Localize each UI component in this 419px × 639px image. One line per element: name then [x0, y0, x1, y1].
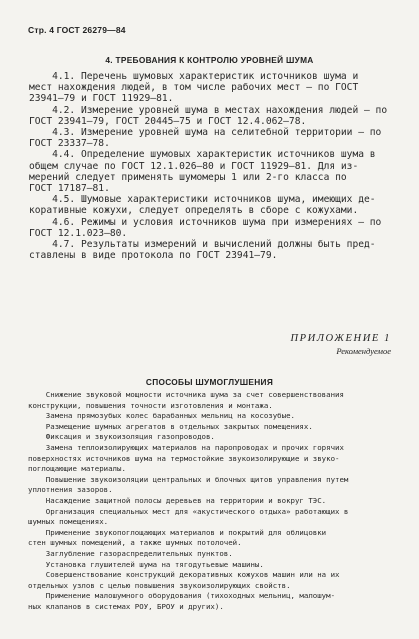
text-line: Размещение шумных агрегатов в отдельных закрытых помещениях.: [28, 421, 313, 431]
text-line: ГОСТ 23941—79, ГОСТ 20445—75 и ГОСТ 12.4.062—78.: [29, 115, 307, 127]
text-line: стен шумных помещений, а также шумных потолочей.: [28, 538, 242, 548]
appendix-title: ПРИЛОЖЕНИЕ 1: [290, 333, 391, 344]
section-4-text: [29, 71, 401, 261]
text-line: ных клапанов в системах РОУ, БРОУ и других).: [28, 601, 224, 611]
section-4-title: 4. ТРЕБОВАНИЯ К КОНТРОЛЮ УРОВНЕЙ ШУМА: [105, 55, 314, 65]
text-line: 4.4. Определение шумовых характеристик источников шума в: [29, 149, 376, 161]
text-line: Организация специальных мест для «акустического отдыха» работающих в: [28, 506, 349, 516]
text-line: Повышение звукоизоляции центральных и блочных щитов управления путем: [28, 474, 349, 484]
text-line: Фиксация и звукоизоляция газопроводов.: [28, 432, 215, 442]
text-line: Установка глушителей шума на тягодутьевые машины.: [28, 559, 264, 569]
section-4-body: [29, 71, 401, 261]
text-line: 4.6. Режимы и условия источников шума при измерениях — по: [29, 216, 382, 228]
text-line: Замена прямозубых колес барабанных мельниц на косозубые.: [28, 411, 295, 421]
appendix-section-title: СПОСОБЫ ШУМОГЛУШЕНИЯ: [145, 377, 274, 387]
text-line: поверхностях источников шума на термостойкие звукоизолирующие и звуко-: [28, 453, 340, 463]
text-line: ставлены в виде протокола по ГОСТ 23941—79.: [29, 250, 278, 262]
text-line: Применение звукопоглощающих материалов и покрытий для облицовки: [28, 527, 327, 537]
text-line: шумных помещениях.: [28, 517, 109, 527]
text-line: Снижение звуковой мощности источника шума за счет совершенствования: [28, 390, 344, 399]
text-line: поглощающие материалы.: [28, 464, 126, 474]
appendix-subtitle: Рекомендуемое: [336, 346, 391, 356]
text-line: коративные кожухи, следует определять в сборе с кожухами.: [29, 205, 359, 217]
text-line: 4.3. Измерение уровней шума на селитебной территории — по: [29, 127, 382, 139]
text-line: 4.1. Перечень шумовых характеристик источников шума и: [29, 71, 359, 82]
text-line: 4.2. Измерение уровней шума в местах нахождения людей — по: [29, 104, 388, 116]
page-header: Стр. 4 ГОСТ 26279—84: [28, 25, 126, 35]
text-line: 4.5. Шумовые характеристики источников шума, имеющих де-: [29, 194, 376, 206]
text-line: Совершенствование конструкций декоративных кожухов машин или на их: [28, 570, 340, 580]
text-line: Заглубление газораспределительных пунктов.: [28, 548, 233, 558]
text-line: 23941—79 и ГОСТ 11929—81.: [29, 93, 174, 105]
text-line: ГОСТ 23337—78.: [29, 138, 110, 150]
text-line: отдельных узлов с целью повышения звукоизолирующих свойств.: [28, 580, 291, 590]
text-line: конструкции, повышения точности изготовления и монтажа.: [28, 400, 273, 410]
text-line: мест нахождения людей, в том числе рабочих мест — по ГОСТ: [29, 82, 359, 94]
text-line: уплотнения зазоров.: [28, 485, 113, 495]
appendix-body: [28, 390, 404, 612]
text-line: ГОСТ 12.1.023—80.: [29, 227, 128, 239]
text-line: Насаждение защитной полосы деревьев на территории и вокруг ТЭС.: [28, 495, 327, 505]
text-line: мерений следует применять шумомеры 1 или 2-го класса по: [29, 171, 347, 183]
text-line: ГОСТ 17187—81.: [29, 183, 110, 195]
text-line: Применение малошумного оборудования (тихоходных мельниц, малошум-: [28, 591, 336, 601]
text-line: 4.7. Результаты измерений и вычислений должны быть пред-: [29, 239, 376, 251]
text-line: Замена теплоизолирующих материалов на паропроводах и прочих горячих: [28, 442, 344, 452]
text-line: общем случае по ГОСТ 12.1.026—80 и ГОСТ 11929—81. Для из-: [29, 160, 359, 172]
appendix-label: [290, 333, 391, 356]
